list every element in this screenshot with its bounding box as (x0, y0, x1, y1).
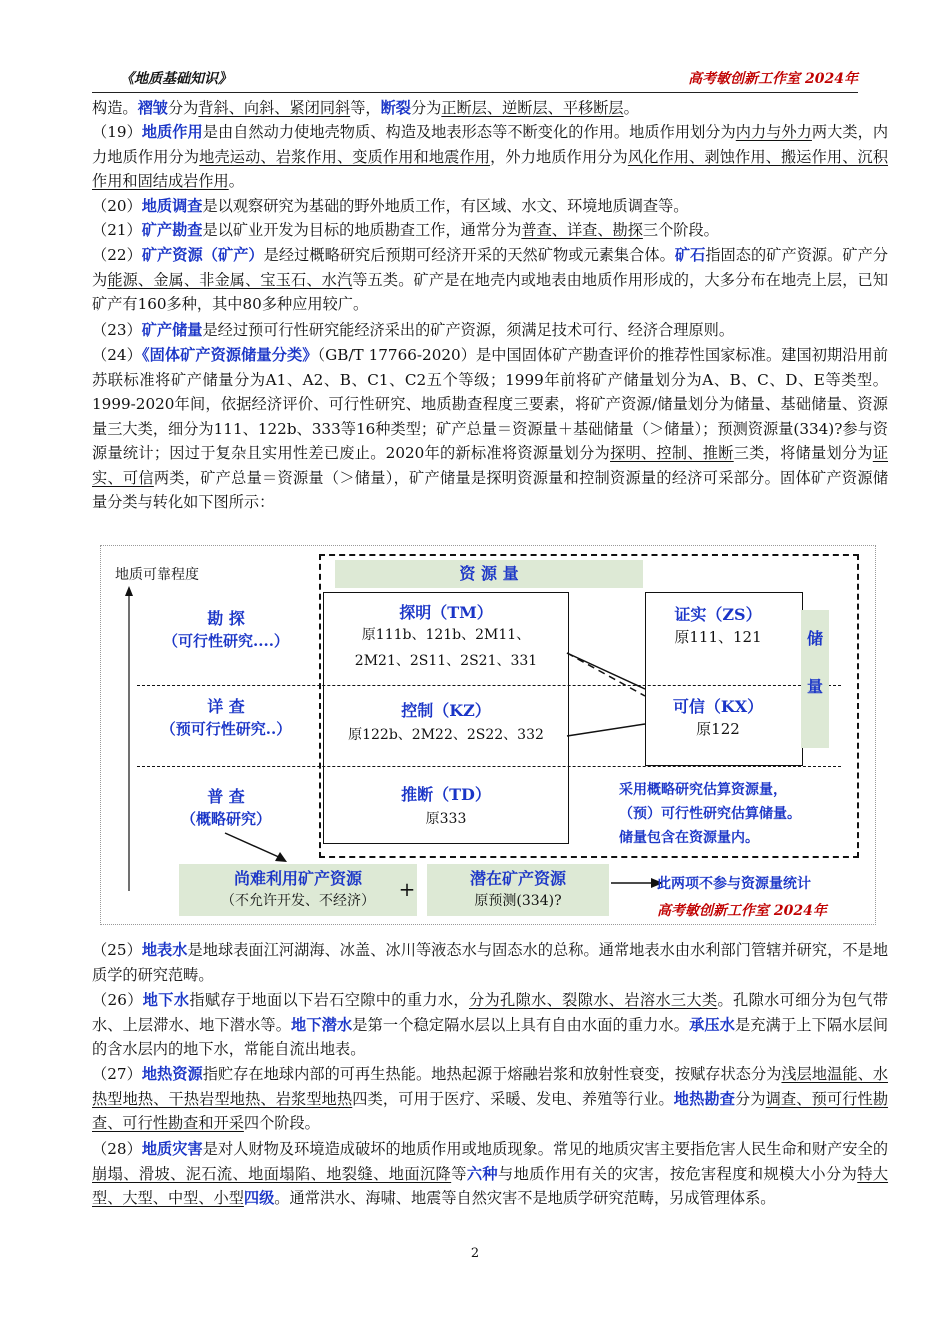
paragraph-22: （22）矿产资源（矿产）是经过概略研究后预期可经济开采的天然矿物或元素集合体。矿石指固态的矿产资源。矿产分为能源、金属、非金属、宝玉石、水汽等五类。矿产是在地壳内或地表由地质作用形成的，大多分布在地壳上层，已知矿产有160多种，其中80多种应用较广。 (92, 246, 889, 313)
paragraph-19: （19）地质作用是由自然动力使地壳物质、构造及地表形态等不断变化的作用。地质作用划分为内力与外力两大类，内力地质作用分为地壳运动、岩浆作用、变质作用和地震作用，外力地质作用分为风化作用、剥蚀作用、搬运作用、沉积作用和固结成岩作用。 (92, 123, 889, 190)
stage-exploration: 勘 探 （可行性研究....） (163, 609, 289, 650)
excluded-note: 此两项不参与资源量统计 (657, 876, 811, 892)
paragraph-21: （21）矿产勘查是以矿业开发为目标的地质勘查工作，通常分为普查、详查、勘探三个阶段。 (92, 221, 719, 239)
paragraph-23: （23）矿产储量是经过预可行性研究能经济采出的矿产资源，须满足技术可行、经济合理原则。 (92, 321, 735, 339)
unusable-resources: 尚难利用矿产资源 （不允许开发、不经济） (179, 864, 417, 916)
reserve-label: 储 量 (801, 610, 829, 748)
axis-label: 地质可靠程度 (115, 567, 199, 583)
paragraph-25: （25）地表水是地球表面江河湖海、冰盖、冰川等液态水与固态水的总称。通常地表水由水利部门管辖并研究，不是地质学的研究范畴。 (92, 941, 889, 984)
indicated-block: 控制（KZ） 原122b、2M22、2S22、332 (348, 701, 544, 743)
probable-block: 可信（KX） 原122 (672, 697, 764, 738)
paragraph-26: （26）地下水指赋存于地面以下岩石空隙中的重力水，分为孔隙水、裂隙水、岩溶水三大类。孔隙水可细分为包气带水、上层滞水、地下潜水等。地下潜水是第一个稳定隔水层以上具有自由水面的重力水。承压水是充满于上下隔水层间的含水层内的地下水，常能自流出地表。 (92, 991, 889, 1058)
paragraph-28: （28）地质灾害是对人财物及环境造成破坏的地质作用或地质现象。常见的地质灾害主要指危害人民生命和财产安全的崩塌、滑坡、泥石流、地面塌陷、地裂缝、地面沉降等六种与地质作用有关的灾害，按危害程度和规模大小分为特大型、大型、中型、小型四级。通常洪水、海啸、地震等自然灾害不是地质学研究范畴，另成管理体系。 (92, 1140, 889, 1207)
page-header (92, 68, 858, 90)
inferred-block: 推断（TD） 原333 (401, 785, 491, 827)
stage-detailed: 详 查 （预可行性研究..） (160, 697, 292, 738)
paragraph-24: （24）《固体矿产资源储量分类》（GB/T 17766-2020）是中国固体矿产勘查评价的推荐性国家标准。建国初期沿用前苏联标准将矿产储量分为A1、A2、B、C1、C2五个等级；1999年前将矿产储量划分为A、B、C、D、E等类型。1999-2020年间，依据经济评价、可行性研究、地质勘查程度三要素，将矿产资源/储量划分为储量、基础储量、资源量三大类，细分为111、122b、333等16种类型；矿产总量＝资源量＋基础储量（＞储量）；预测资源量(334)?参与资源量统计；因过于复杂且实用性差已废止。2020年的新标准将资源量划分为探明、控制、推断三类，将储量划分为证实、可信两类，矿产总量＝资源量（＞储量），矿产储量是探明资源量和控制资源量的经济可采部分。固体矿产资源储量分类与转化如下图所示： (92, 346, 889, 511)
plus-sign: + (398, 877, 416, 901)
paragraph-structure: 构造。褶皱分为背斜、向斜、紧闭同斜等，断裂分为正断层、逆断层、平移断层。 (92, 99, 639, 117)
method-note: 采用概略研究估算资源量， （预）可行性研究估算储量。 储量包含在资源量内。 (619, 782, 801, 846)
header-book-title: 《地质基础知识》 (120, 71, 232, 87)
page-number: 2 (470, 1246, 480, 1261)
proved-block: 证实（ZS） 原111、121 (674, 605, 762, 646)
header-rule (92, 92, 858, 93)
resource-classification-diagram (100, 545, 876, 925)
term-geological-action: 地质作用 (141, 123, 203, 141)
potential-resources: 潜在矿产资源 原预测(334)? (427, 864, 609, 916)
paragraph-27: （27）地热资源指贮存在地球内部的可再生热能。地热起源于熔融岩浆和放射性衰变，按赋存状态分为浅层地温能、水热型地热、干热岩型地热、岩浆型地热四类，可用于医疗、采暖、发电、养殖等行业。地热勘查分为调查、预可行性勘查、可行性勘查和开采四个阶段。 (92, 1065, 889, 1132)
paragraph-20: （20）地质调查是以观察研究为基础的野外地质工作，有区域、水文、环境地质调查等。 (92, 197, 689, 215)
diagram-watermark: 高考敏创新工作室 2024年 (657, 903, 827, 919)
header-studio: 高考敏创新工作室 2024年 (688, 71, 858, 87)
resource-title: 资 源 量 (335, 560, 643, 588)
measured-block: 探明（TM） 原111b、121b、2M11、 2M21、2S11、2S21、331 (354, 603, 538, 669)
stage-general: 普 查 （概略研究） (180, 787, 271, 828)
